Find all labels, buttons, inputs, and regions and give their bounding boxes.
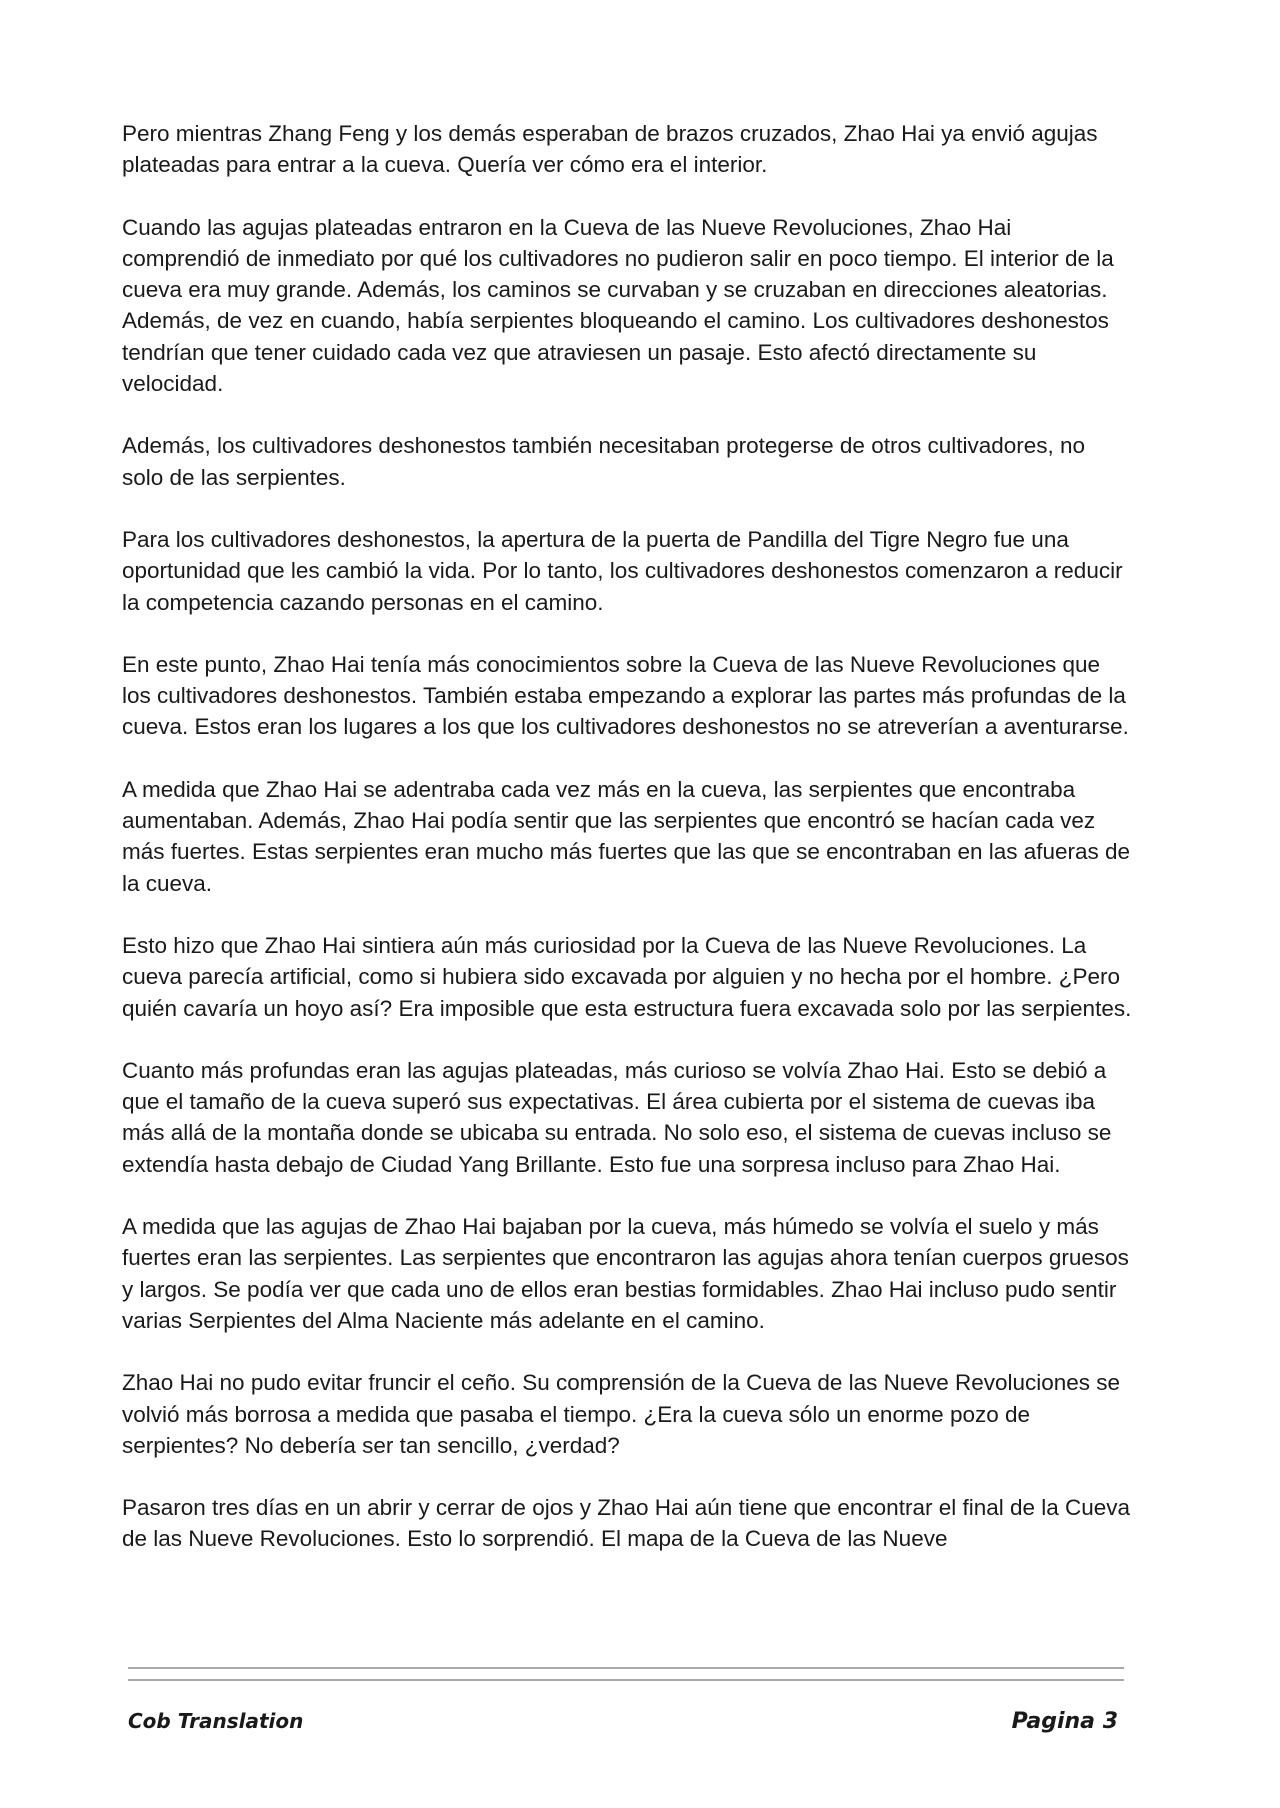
paragraph-10: Zhao Hai no pudo evitar fruncir el ceño. Su comprensión de la Cueva de las Nueve Revoluciones se volvió más borrosa a medida que pasaba el tiempo. ¿Era la cueva sólo un enorme pozo de serpientes? No debería ser tan sencillo, ¿verdad? [122,1370,1121,1458]
footer-page-number: Pagina 3 [1011,1709,1118,1734]
paragraph-4: Para los cultivadores deshonestos, la apertura de la puerta de Pandilla del Tigre Negro fue una oportunidad que les cambió la vida. Por lo tanto, los cultivadores deshonestos comenzaron a reducir la competencia cazando personas en el camino. [122,526,1123,615]
document-body [122,118,1132,1586]
paragraph-5: En este punto, Zhao Hai tenía más conocimientos sobre la Cueva de las Nueve Revoluciones que los cultivadores deshonestos. También estaba empezando a explorar las partes más profundas de la cueva. Estos eran los lugares a los que los cultivadores deshonestos no se atreverían a aventurarse. [122,651,1129,740]
footer-translator-credit: Cob Translation [128,1709,304,1733]
paragraph-11: Pasaron tres días en un abrir y cerrar de ojos y Zhao Hai aún tiene que encontrar el final de la Cueva de las Nueve Revoluciones. Esto lo sorprendió. El mapa de la Cueva de las Nueve [122,1495,1131,1552]
paragraph-7: Esto hizo que Zhao Hai sintiera aún más curiosidad por la Cueva de las Nueve Revoluciones. La cueva parecía artificial, como si hubiera sido excavada por alguien y no hecha por el hombre. ¿Pero quién cavaría un hoyo así? Era imposible que esta estructura fuera excavada solo por las serpientes. [122,932,1132,1021]
footer-divider-bottom [128,1679,1124,1681]
paragraph-2: Cuando las agujas plateadas entraron en la Cueva de las Nueve Revoluciones, Zhao Hai comprendió de inmediato por qué los cultivadores no pudieron salir en poco tiempo. El interior de la cueva era muy grande. Además, los caminos se curvaban y se cruzaban en direcciones aleatorias. Además, de vez en cuando, había serpientes bloqueando el camino. Los cultivadores deshonestos tendrían que tener cuidado cada vez que atraviesen un pasaje. Esto afectó directamente su velocidad. [122,214,1114,397]
paragraph-1: Pero mientras Zhang Feng y los demás esperaban de brazos cruzados, Zhao Hai ya envió agujas plateadas para entrar a la cueva. Quería ver cómo era el interior. [122,121,1098,178]
footer-divider-top [128,1667,1124,1669]
paragraph-6: A medida que Zhao Hai se adentraba cada vez más en la cueva, las serpientes que encontraba aumentaban. Además, Zhao Hai podía sentir que las serpientes que encontró se hacían cada vez más fuertes. Estas serpientes eran mucho más fuertes que las que se encontraban en las afueras de la cueva. [122,776,1131,896]
paragraph-9: A medida que las agujas de Zhao Hai bajaban por la cueva, más húmedo se volvía el suelo y más fuertes eran las serpientes. Las serpientes que encontraron las agujas ahora tenían cuerpos gruesos y largos. Se podía ver que cada uno de ellos eran bestias formidables. Zhao Hai incluso pudo sentir varias Serpientes del Alma Naciente más adelante en el camino. [122,1214,1129,1333]
paragraph-8: Cuanto más profundas eran las agujas plateadas, más curioso se volvía Zhao Hai. Esto se debió a que el tamaño de la cueva superó sus expectativas. El área cubierta por el sistema de cuevas iba más allá de la montaña donde se ubicaba su entrada. No solo eso, el sistema de cuevas incluso se extendía hasta debajo de Ciudad Yang Brillante. Esto fue una sorpresa incluso para Zhao Hai. [122,1057,1112,1177]
paragraph-3: Además, los cultivadores deshonestos también necesitaban protegerse de otros cultivadores, no solo de las serpientes. [122,433,1086,490]
